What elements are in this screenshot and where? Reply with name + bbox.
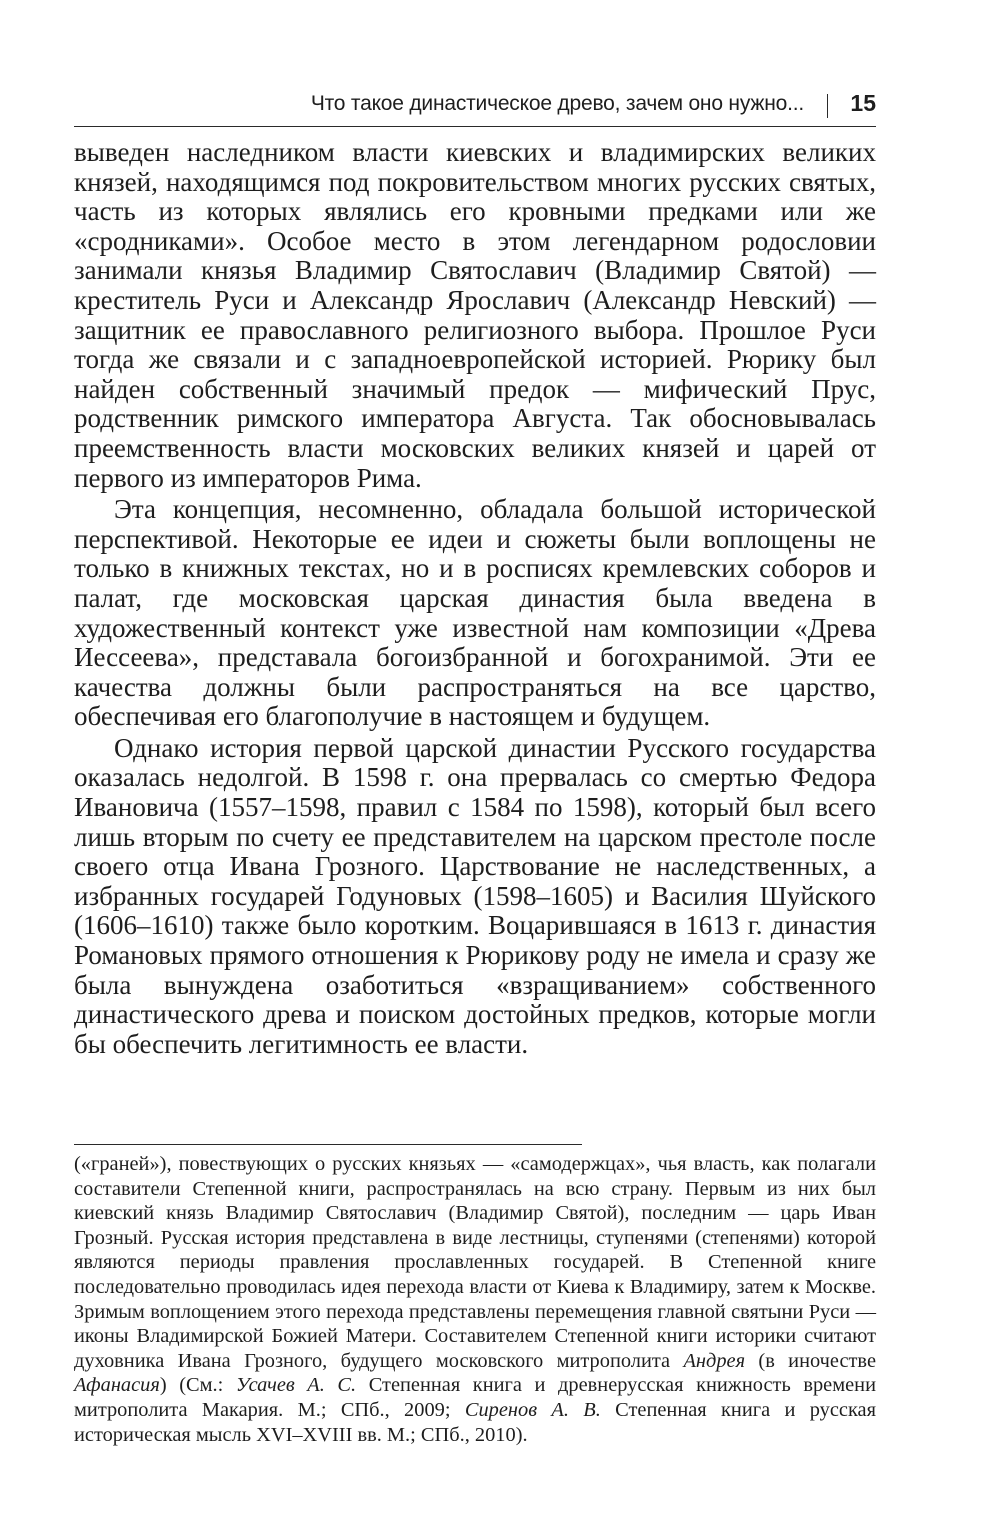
paragraph-continued: выведен наследником власти киевских и владимирских великих князей, находящимся под покровительством многих русских святых, часть из которых являлись его кровными предками или же «сродниками». Особое место в этом легендарном родословии занимали князья Владимир Святославич (Владимир Святой) — креститель Руси и Александр Ярославич (Александр Невский) — защитник ее православного религиозного выбора. Прошлое Руси тогда же связали и с западноевропейской историей. Рюрику был найден собственный значимый предок — мифический Прус, родственник римского императора Августа. Так обосновывалась преемственность власти московских великих князей и царей от первого из императоров Рима. — [74, 137, 876, 493]
footnote-author: Усачев А. С. — [235, 1374, 357, 1397]
paragraph: Эта концепция, несомненно, обладала большой исторической перспективой. Некоторые ее идеи и сюжеты были воплощены не только в книжных текстах, но и в росписях кремлевских соборов и палат, где московская царская династия была введена в художественный контекст уже известной нам композиции «Древа Иессеева», представала богоизбранной и богохранимой. Эти ее качества должны были распространяться на все царство, обеспечивая его благополучие в настоящем и будущем. — [74, 494, 876, 732]
footnote-divider — [74, 1144, 582, 1145]
footnote-segment: (в иночестве — [745, 1349, 876, 1372]
footnote-segment: ) (См.: — [159, 1374, 236, 1397]
footnote-segment: Степенная книга и русская историческая мысль XVI–XVIII вв. М.; СПб., 2010). — [74, 1398, 876, 1446]
footnote-author: Сиренов А. В. — [464, 1398, 601, 1421]
main-text — [74, 138, 876, 1059]
paragraph: Однако история первой царской династии Русского государства оказалась недолгой. В 1598 г. она прервалась со смертью Федора Ивановича (1557–1598, правил с 1584 по 1598), который был всего лишь вторым по счету ее представителем на царском престоле после своего отца Ивана Грозного. Царствование не наследственных, а избранных государей Годуновых (1598–1605) и Василия Шуйского (1606–1610) также было коротким. Воцарившаяся в 1613 г. династия Романовых прямого отношения к Рюрикову роду не имела и сразу же была вынуждена озаботиться «взращиванием» собственного династического древа и поиском достойных предков, которые могли бы обеспечить легитимность ее власти. — [74, 732, 876, 1059]
header-separator — [827, 94, 829, 118]
footnote-name: Афанасия — [74, 1374, 160, 1397]
running-title: Что такое династическое древо, зачем оно нужно... — [310, 92, 804, 115]
footnote-segment: («граней»), повествующих о русских князьях — «самодержцах», чья власть, как полагали составители Степенной книги, распространялась на всю страну. Первым из них был киевский князь Владимир Святославич (Владимир Святой), последним — царь Иван Грозный. Русская история представлена в виде лестницы, ступенями (степенями) которой являются периоды правления прославленных государей. В Степенной книге последовательно проводилась идея перехода власти от Киева к Владимиру, затем к Москве. Зримым воплощением этого перехода представлены перемещения главной святыни Руси — иконы Владимирской Божией Матери. Составителем Степенной книги историки считают духовника Ивана Грозного, будущего московского митрополита — [74, 1153, 876, 1372]
footnote-segment: Степенная книга и древнерусская книжность времени митрополита Макария. М.; СПб., 2009; — [74, 1374, 876, 1421]
footnote-text — [74, 1152, 876, 1447]
page-number: 15 — [850, 90, 876, 116]
running-header — [74, 90, 876, 127]
footnote-name: Андрея — [683, 1349, 746, 1372]
footnote — [74, 1152, 876, 1447]
